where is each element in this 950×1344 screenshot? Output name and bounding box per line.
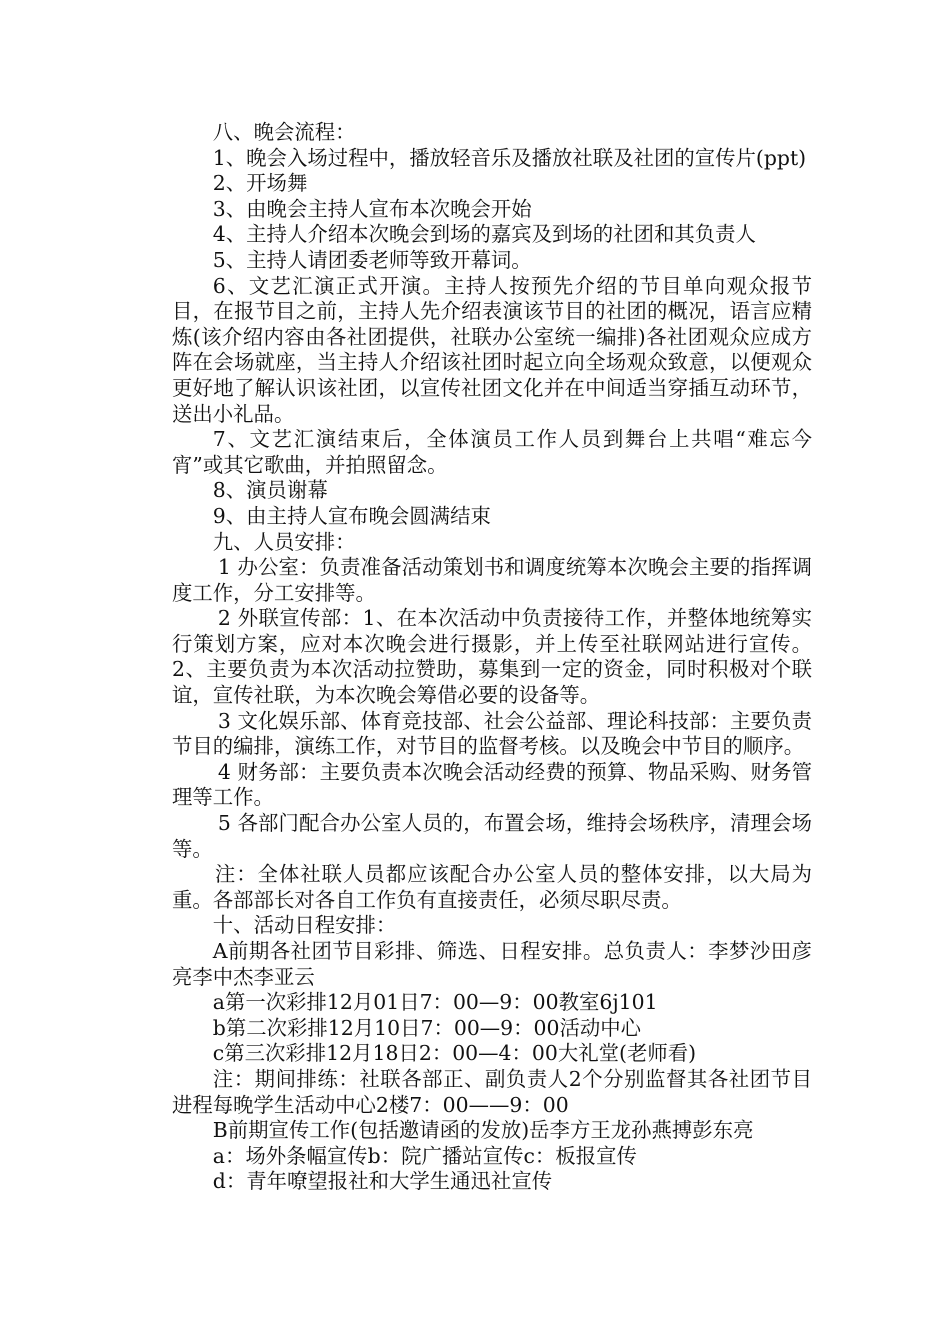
program-item-2: 2、开场舞 bbox=[212, 171, 308, 196]
staff-item-1: 1 办公室：负责准备活动策划书和调度统筹本次晚会主要的指挥调度工作，分工安排等。 bbox=[172, 555, 812, 605]
schedule-item-b: B前期宣传工作(包括邀请函的发放)岳李方王龙孙燕搏彭东亮 bbox=[212, 1118, 754, 1143]
staff-item-4: 4 财务部：主要负责本次晚会活动经费的预算、物品采购、财务管理等工作。 bbox=[172, 759, 812, 810]
rehearsal-note: 注：期间排练：社联各部正、副负责人2个分别监督其各社团节目进程每晚学生活动中心2楼7：00——9：00 bbox=[172, 1066, 812, 1117]
section-heading-schedule: 十、活动日程安排： bbox=[212, 913, 397, 938]
rehearsal-1: a第一次彩排12月01日7：00—9：00教室6j101 bbox=[212, 990, 658, 1015]
program-item-1: 1、晚会入场过程中，播放轻音乐及播放社联及社团的宣传片(ppt) bbox=[212, 145, 807, 170]
program-item-9: 9、由主持人宣布晚会圆满结束 bbox=[212, 503, 491, 528]
section-heading-staff: 九、人员安排： bbox=[212, 529, 356, 554]
document-body bbox=[172, 120, 812, 1195]
program-item-4: 4、主持人介绍本次晚会到场的嘉宾及到场的社团和其负责人 bbox=[212, 222, 756, 247]
rehearsal-3: c第三次彩排12月18日2：00—4：00大礼堂(老师看) bbox=[212, 1041, 697, 1066]
program-item-6: 6、文艺汇演正式开演。主持人按预先介绍的节目单向观众报节目，在报节目之前，主持人先介绍表演该节目的社团的概况，语言应精炼(该介绍内容由各社团提供，社联办公室统一编排)各社团观众应成方阵在会场就座，当主持人介绍该社团时起立向全场观众致意，以便观众更好地了解认识该社团，以宣传社团文化并在中间适当穿插互动环节，送出小礼品。 bbox=[172, 273, 812, 426]
rehearsal-2: b第二次彩排12月10日7：00—9：00活动中心 bbox=[212, 1015, 642, 1040]
staff-item-2: 2 外联宣传部：1、在本次活动中负责接待工作，并整体地统筹实行策划方案，应对本次晚会进行摄影，并上传至社联网站进行宣传。2、主要负责为本次活动拉赞助，募集到一定的资金，同时积极对个联谊，宣传社联，为本次晚会筹借必要的设备等。 bbox=[172, 606, 812, 708]
schedule-item-a: A前期各社团节目彩排、筛选、日程安排。总负责人：李梦沙田彦亮李中杰李亚云 bbox=[172, 939, 812, 989]
program-item-3: 3、由晚会主持人宣布本次晚会开始 bbox=[212, 196, 532, 221]
publicity-line-1: a：场外条幅宣传b：院广播站宣传c：板报宣传 bbox=[212, 1143, 637, 1168]
program-item-7: 7、文艺汇演结束后，全体演员工作人员到舞台上共唱“难忘今宵”或其它歌曲，并拍照留念。 bbox=[172, 427, 812, 477]
staff-item-5: 5 各部门配合办公室人员的，布置会场，维持会场秩序，清理会场等。 bbox=[172, 811, 812, 861]
program-item-8: 8、演员谢幕 bbox=[212, 478, 328, 503]
staff-note: 注：全体社联人员都应该配合办公室人员的整体安排，以大局为重。各部部长对各自工作负有直接责任，必须尽职尽责。 bbox=[172, 862, 812, 912]
program-item-5: 5、主持人请团委老师等致开幕词。 bbox=[212, 247, 532, 272]
publicity-line-2: d：青年嘹望报社和大学生通迅社宣传 bbox=[212, 1169, 553, 1194]
section-heading-program: 八、晚会流程： bbox=[212, 120, 356, 144]
staff-item-3: 3 文化娱乐部、体育竞技部、社会公益部、理论科技部：主要负责节目的编排，演练工作，对节目的监督考核。以及晚会中节目的顺序。 bbox=[172, 708, 812, 759]
